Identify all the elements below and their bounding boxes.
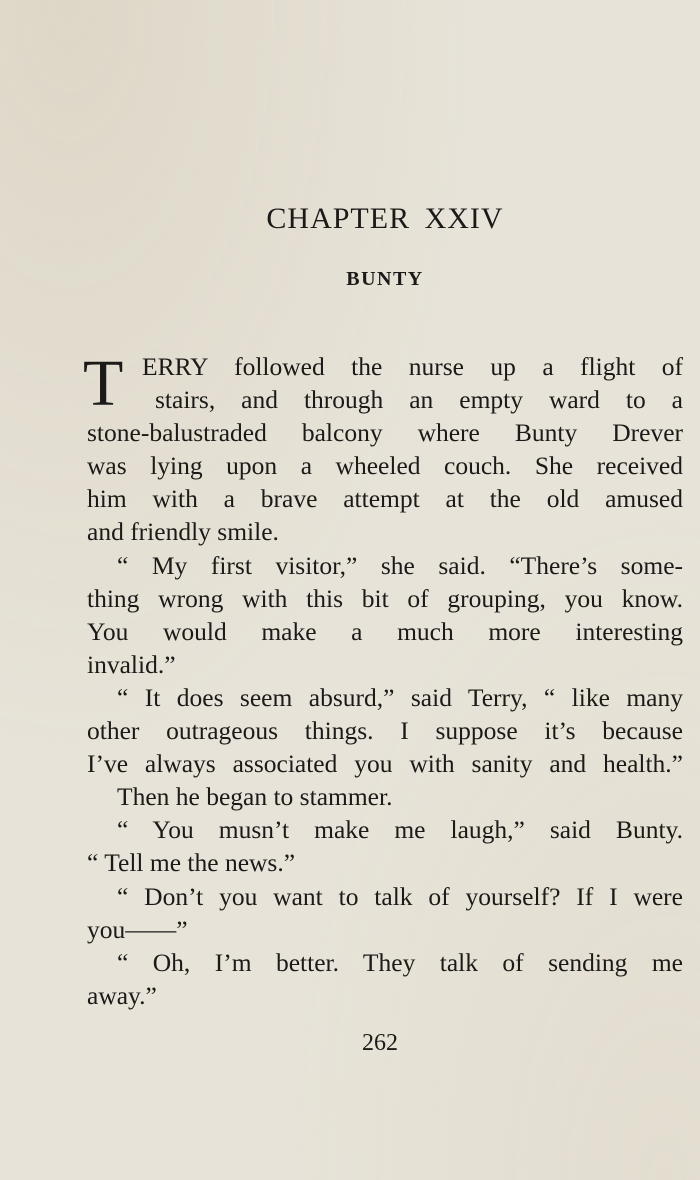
text-line: “ Tell me the news.” xyxy=(87,848,296,878)
text-line: ERRY followed the nurse up a flight of xyxy=(142,352,683,381)
text-line: was lying upon a wheeled couch. She received xyxy=(87,451,683,481)
drop-cap: T xyxy=(83,347,124,420)
text-line: other outrageous things. I suppose it’s because xyxy=(87,716,683,746)
text-line: invalid.” xyxy=(87,649,176,679)
text-line: “ Oh, I’m better. They talk of sending me xyxy=(117,947,683,977)
text-line: You would make a much more interesting xyxy=(87,616,683,646)
chapter-body xyxy=(83,347,683,1012)
chapter-subtitle: BUNTY xyxy=(346,268,424,290)
text-line: and friendly smile. xyxy=(87,517,279,547)
page-number: 262 xyxy=(362,1030,398,1056)
text-line: “ My first visitor,” she said. “There’s some- xyxy=(117,550,683,580)
text-line: Then he began to stammer. xyxy=(117,782,393,812)
text-line: thing wrong with this bit of grouping, you know. xyxy=(87,583,683,613)
text-line: him with a brave attempt at the old amused xyxy=(87,484,683,514)
text-line: stone-balustraded balcony where Bunty Drever xyxy=(87,418,683,448)
text-line: “ It does seem absurd,” said Terry, “ like many xyxy=(117,682,683,712)
text-line: “ You musn’t make me laugh,” said Bunty. xyxy=(117,815,683,845)
text-line: away.” xyxy=(87,980,157,1010)
text-line: “ Don’t you want to talk of yourself? If I were xyxy=(117,881,683,911)
text-line: you——” xyxy=(87,914,188,944)
text-line: I’ve always associated you with sanity and health.” xyxy=(87,749,683,779)
chapter-title: CHAPTER XXIV xyxy=(266,202,504,235)
text-line: stairs, and through an empty ward to a xyxy=(155,385,683,415)
